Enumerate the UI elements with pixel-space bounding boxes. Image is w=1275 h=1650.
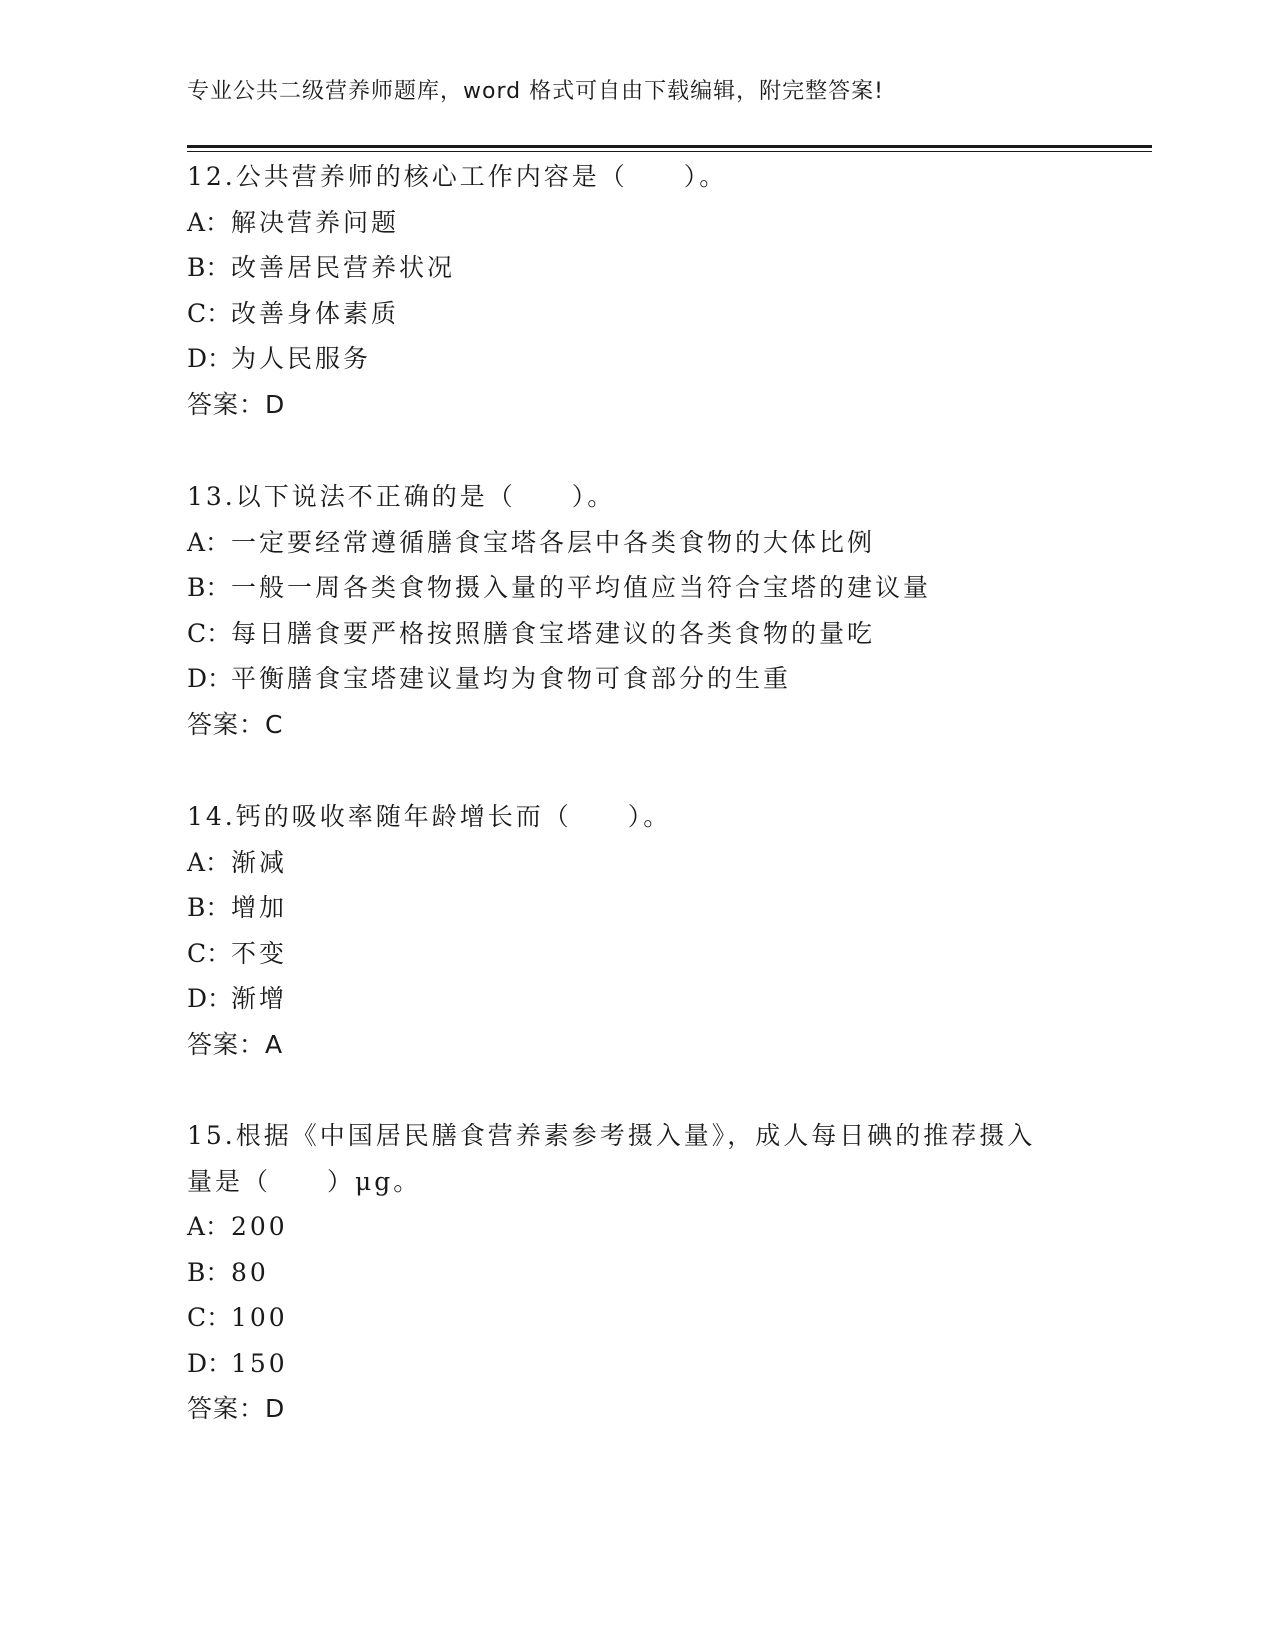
- option-b: [187, 885, 1087, 931]
- option-label: B：: [187, 253, 231, 282]
- option-text: 100: [231, 1303, 288, 1332]
- question-13: [187, 474, 1087, 747]
- answer: 答案：C: [187, 709, 284, 739]
- option-text: 80: [231, 1257, 269, 1287]
- page-header: 专业公共二级营养师题库，word 格式可自由下载编辑，附完整答案!: [187, 79, 884, 104]
- question-stem-continued: 量是（ ）μg。: [187, 1166, 422, 1196]
- option-label: B：: [187, 1257, 231, 1287]
- option-label: A：: [187, 1212, 231, 1241]
- option-label: C：: [187, 938, 232, 968]
- option-a: [187, 1204, 1087, 1250]
- option-label: C：: [187, 618, 232, 648]
- option-d: [187, 976, 1087, 1022]
- option-label: B：: [187, 573, 231, 602]
- option-text: 增加: [231, 893, 288, 922]
- option-a: [187, 520, 1087, 566]
- answer: 答案：D: [187, 389, 286, 419]
- option-d: [187, 656, 1087, 702]
- option-text: 平衡膳食宝塔建议量均为食物可食部分的生重: [231, 664, 792, 693]
- option-label: D：: [187, 1348, 233, 1378]
- option-text: 每日膳食要严格按照膳食宝塔建议的各类食物的量吃: [231, 618, 876, 648]
- option-label: A：: [187, 847, 231, 877]
- option-label: D：: [187, 984, 233, 1013]
- option-text: 改善居民营养状况: [231, 253, 456, 282]
- option-d: [187, 1341, 1087, 1387]
- option-text: 不变: [231, 938, 288, 968]
- option-text: 渐减: [231, 847, 288, 877]
- header-rule-thick: [187, 145, 1152, 148]
- answer: 答案：A: [187, 1029, 284, 1059]
- option-label: D：: [187, 344, 233, 373]
- option-text: 渐增: [231, 984, 288, 1013]
- option-label: A：: [187, 207, 231, 237]
- option-c: [187, 931, 1087, 977]
- option-text: 改善身体素质: [231, 298, 400, 328]
- option-text: 一定要经常遵循膳食宝塔各层中各类食物的大体比例: [231, 527, 876, 557]
- option-c: [187, 1295, 1087, 1341]
- option-text: 一般一周各类食物摄入量的平均值应当符合宝塔的建议量: [231, 573, 932, 602]
- option-a: [187, 200, 1087, 246]
- option-b: [187, 565, 1087, 611]
- option-text: 200: [231, 1212, 288, 1241]
- option-text: 解决营养问题: [231, 207, 400, 237]
- option-label: C：: [187, 1303, 232, 1332]
- option-c: [187, 611, 1087, 657]
- question-14: [187, 794, 1087, 1067]
- option-c: [187, 291, 1087, 337]
- question-stem: 12.公共营养师的核心工作内容是（ ）。: [187, 162, 728, 191]
- option-label: D：: [187, 664, 233, 693]
- question-15: [187, 1113, 1087, 1432]
- option-b: [187, 245, 1087, 291]
- option-d: [187, 336, 1087, 382]
- option-b: [187, 1250, 1087, 1296]
- question-stem: 13.以下说法不正确的是（ ）。: [187, 482, 616, 511]
- question-stem: 14.钙的吸收率随年龄增长而（ ）。: [187, 802, 672, 831]
- option-text: 为人民服务: [231, 344, 372, 373]
- header-rule-thin: [187, 151, 1152, 152]
- option-a: [187, 840, 1087, 886]
- option-label: C：: [187, 298, 232, 328]
- question-12: [187, 154, 1087, 427]
- question-stem: 15.根据《中国居民膳食营养素参考摄入量》，成人每日碘的推荐摄入: [187, 1121, 1036, 1150]
- option-label: A：: [187, 527, 231, 557]
- answer: 答案：D: [187, 1394, 286, 1423]
- option-label: B：: [187, 893, 231, 922]
- option-text: 150: [231, 1348, 288, 1378]
